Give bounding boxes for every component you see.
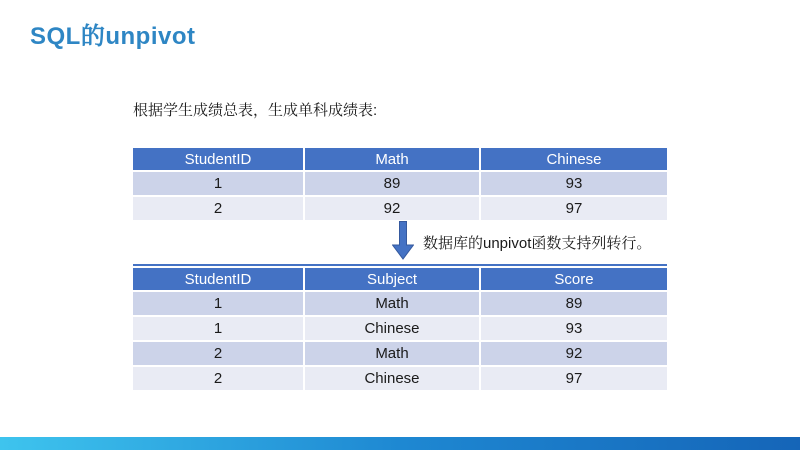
table-cell: 93 bbox=[481, 172, 667, 195]
table-cell: Math bbox=[305, 292, 479, 315]
table-cell: 89 bbox=[305, 172, 479, 195]
table-cell: 1 bbox=[133, 317, 303, 340]
table-cell: 97 bbox=[481, 367, 667, 390]
table-cell: Chinese bbox=[305, 317, 479, 340]
table-cell: 1 bbox=[133, 292, 303, 315]
table-cell: 1 bbox=[133, 172, 303, 195]
table-cell: 89 bbox=[481, 292, 667, 315]
table-cell: 2 bbox=[133, 342, 303, 365]
result-table-wrapper bbox=[133, 264, 667, 390]
column-header: StudentID bbox=[133, 268, 303, 290]
column-header: Score bbox=[481, 268, 667, 290]
column-header: Subject bbox=[305, 268, 479, 290]
table-cell: 92 bbox=[305, 197, 479, 220]
table-cell: 92 bbox=[481, 342, 667, 365]
table-cell: 97 bbox=[481, 197, 667, 220]
column-header: StudentID bbox=[133, 148, 303, 170]
intro-text: 根据学生成绩总表，生成单科成绩表: bbox=[133, 102, 378, 119]
arrow-down-icon bbox=[392, 221, 414, 260]
bottom-accent-bar bbox=[0, 437, 800, 450]
column-header: Chinese bbox=[481, 148, 667, 170]
table-cell: 2 bbox=[133, 367, 303, 390]
page-title: SQL的unpivot bbox=[30, 23, 196, 50]
table-cell: Chinese bbox=[305, 367, 479, 390]
unpivoted-scores-table bbox=[133, 268, 667, 390]
table-cell: Math bbox=[305, 342, 479, 365]
table-cell: 2 bbox=[133, 197, 303, 220]
source-scores-table bbox=[133, 148, 667, 220]
table-cell: 93 bbox=[481, 317, 667, 340]
column-header: Math bbox=[305, 148, 479, 170]
unpivot-note-text: 数据库的unpivot函数支持列转行。 bbox=[423, 235, 652, 252]
